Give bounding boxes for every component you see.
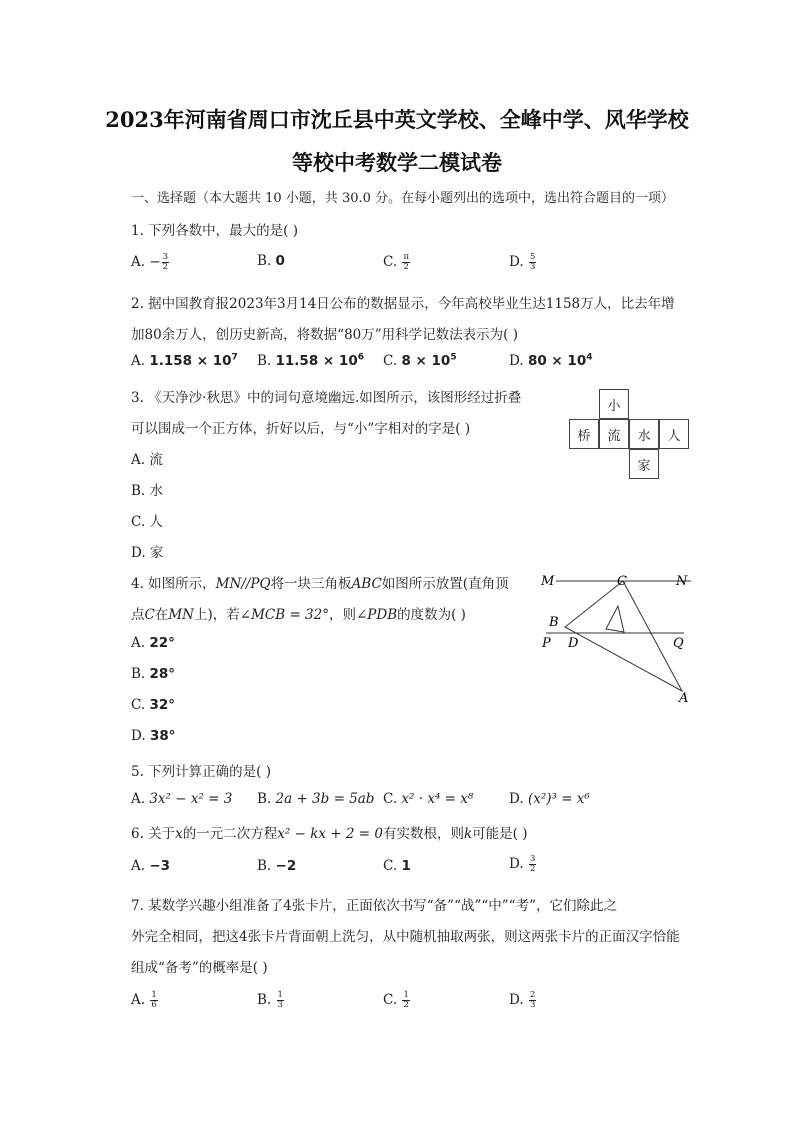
q7-option-b: B. $\frac{1}{3}$ — [257, 990, 283, 1010]
q1-option-a: A. − $\frac{3}{2}$ — [131, 252, 169, 272]
q2-option-b: B. $11.58 \times 10^6$ — [257, 352, 364, 369]
label-a: A — [679, 691, 689, 706]
q5-option-c: C. x² · x⁴ = x⁸ — [383, 791, 474, 807]
q4-option-b: B. 28° — [131, 666, 176, 682]
triangle-parallel-lines-figure — [536, 568, 696, 708]
label-c: C — [617, 574, 627, 589]
q4-option-a: A. 22° — [131, 635, 175, 651]
q2-option-c: C. $8 \times 10^5$ — [383, 352, 457, 369]
cube-face-xiao: 小 — [599, 389, 629, 419]
q7-option-a: A. $\frac{1}{6}$ — [131, 990, 157, 1010]
q2-stem-line1: 2. 据中国教育报2023年3月14日公布的数据显示，今年高校毕业生达1158万人，比去年增 — [131, 296, 675, 312]
q7-stem-line1: 7. 某数学兴趣小组准备了4张卡片，正面依次书写“备”“战”“中”“考”，它们除此之 — [131, 898, 617, 914]
q6-option-b: B. −2 — [257, 858, 297, 874]
q2-option-a: A. $1.158 \times 10^7$ — [131, 352, 238, 369]
cube-face-jia: 家 — [629, 449, 659, 479]
triangle-inner-cutout — [606, 606, 624, 632]
q3-option-a: A. 流 — [131, 452, 163, 468]
q2-option-d: D. $80 \times 10^4$ — [509, 352, 593, 369]
q7-stem-line3: 组成“备考”的概率是( ) — [131, 960, 268, 976]
cube-face-liu: 流 — [599, 419, 629, 449]
q5-option-a: A. 3x² − x² = 3 — [131, 791, 233, 807]
label-b: B — [549, 615, 559, 630]
q3-stem-line2: 可以围成一个正方体，折好以后，与“小”字相对的字是( ) — [131, 421, 471, 437]
cube-net-figure — [569, 389, 691, 479]
label-m: M — [541, 574, 555, 589]
q3-option-d: D. 家 — [131, 545, 164, 561]
q7-option-c: C. $\frac{1}{2}$ — [383, 990, 409, 1010]
q5-option-d: D. (x²)³ = x⁶ — [509, 791, 590, 807]
q6-stem: 6. 关于x的一元二次方程x² − kx + 2 = 0有实数根，则k可能是( ) — [131, 826, 528, 842]
q1-stem: 1. 下列各数中，最大的是( ) — [131, 223, 298, 239]
label-d: D — [568, 636, 579, 651]
page-title-line2: 等校中考数学二模试卷 — [292, 150, 502, 175]
section-heading: 一、选择题（本大题共 10 小题，共 30.0 分。在每小题列出的选项中，选出符合题目的一项） — [131, 191, 675, 206]
q3-option-b: B. 水 — [131, 483, 164, 499]
q6-option-a: A. −3 — [131, 858, 171, 874]
q3-stem-line1: 3. 《天净沙·秋思》中的词句意境幽远.如图所示，该图形经过折叠 — [131, 390, 522, 406]
triangle-abc — [565, 581, 682, 691]
cube-face-shui: 水 — [629, 419, 659, 449]
q3-option-c: C. 人 — [131, 514, 163, 530]
q6-option-c: C. 1 — [383, 858, 411, 874]
q4-stem-line2: 点C在MN上)，若∠MCB = 32°，则∠PDB的度数为( ) — [131, 607, 466, 623]
page-title-line1: 2023年河南省周口市沈丘县中英文学校、全峰中学、风华学校 — [105, 107, 689, 132]
q4-option-c: C. 32° — [131, 697, 175, 713]
q2-stem-line2: 加80余万人，创历史新高，将数据“80万”用科学记数法表示为( ) — [131, 327, 518, 343]
q5-option-b: B. 2a + 3b = 5ab — [257, 791, 375, 807]
q4-stem-line1: 4. 如图所示，MN//PQ将一块三角板ABC如图所示放置(直角顶 — [131, 576, 509, 592]
cube-face-ren: 人 — [659, 419, 689, 449]
label-p: P — [542, 636, 551, 651]
q5-stem: 5. 下列计算正确的是( ) — [131, 764, 271, 780]
q7-option-d: D. $\frac{2}{3}$ — [509, 990, 536, 1010]
q1-option-b: B. 0 — [257, 253, 285, 269]
q7-stem-line2: 外完全相同，把这4张卡片背面朝上洗匀，从中随机抽取两张，则这两张卡片的正面汉字恰能 — [131, 929, 680, 945]
q4-option-d: D. 38° — [131, 728, 176, 744]
q1-option-d: D. $\frac{5}{3}$ — [509, 252, 536, 272]
label-q: Q — [673, 636, 684, 651]
q1-option-c: C. $\frac{\pi}{2}$ — [383, 252, 410, 272]
cube-face-qiao: 桥 — [569, 419, 599, 449]
q6-option-d: D. $\frac{3}{2}$ — [509, 854, 536, 874]
label-n: N — [676, 574, 688, 589]
